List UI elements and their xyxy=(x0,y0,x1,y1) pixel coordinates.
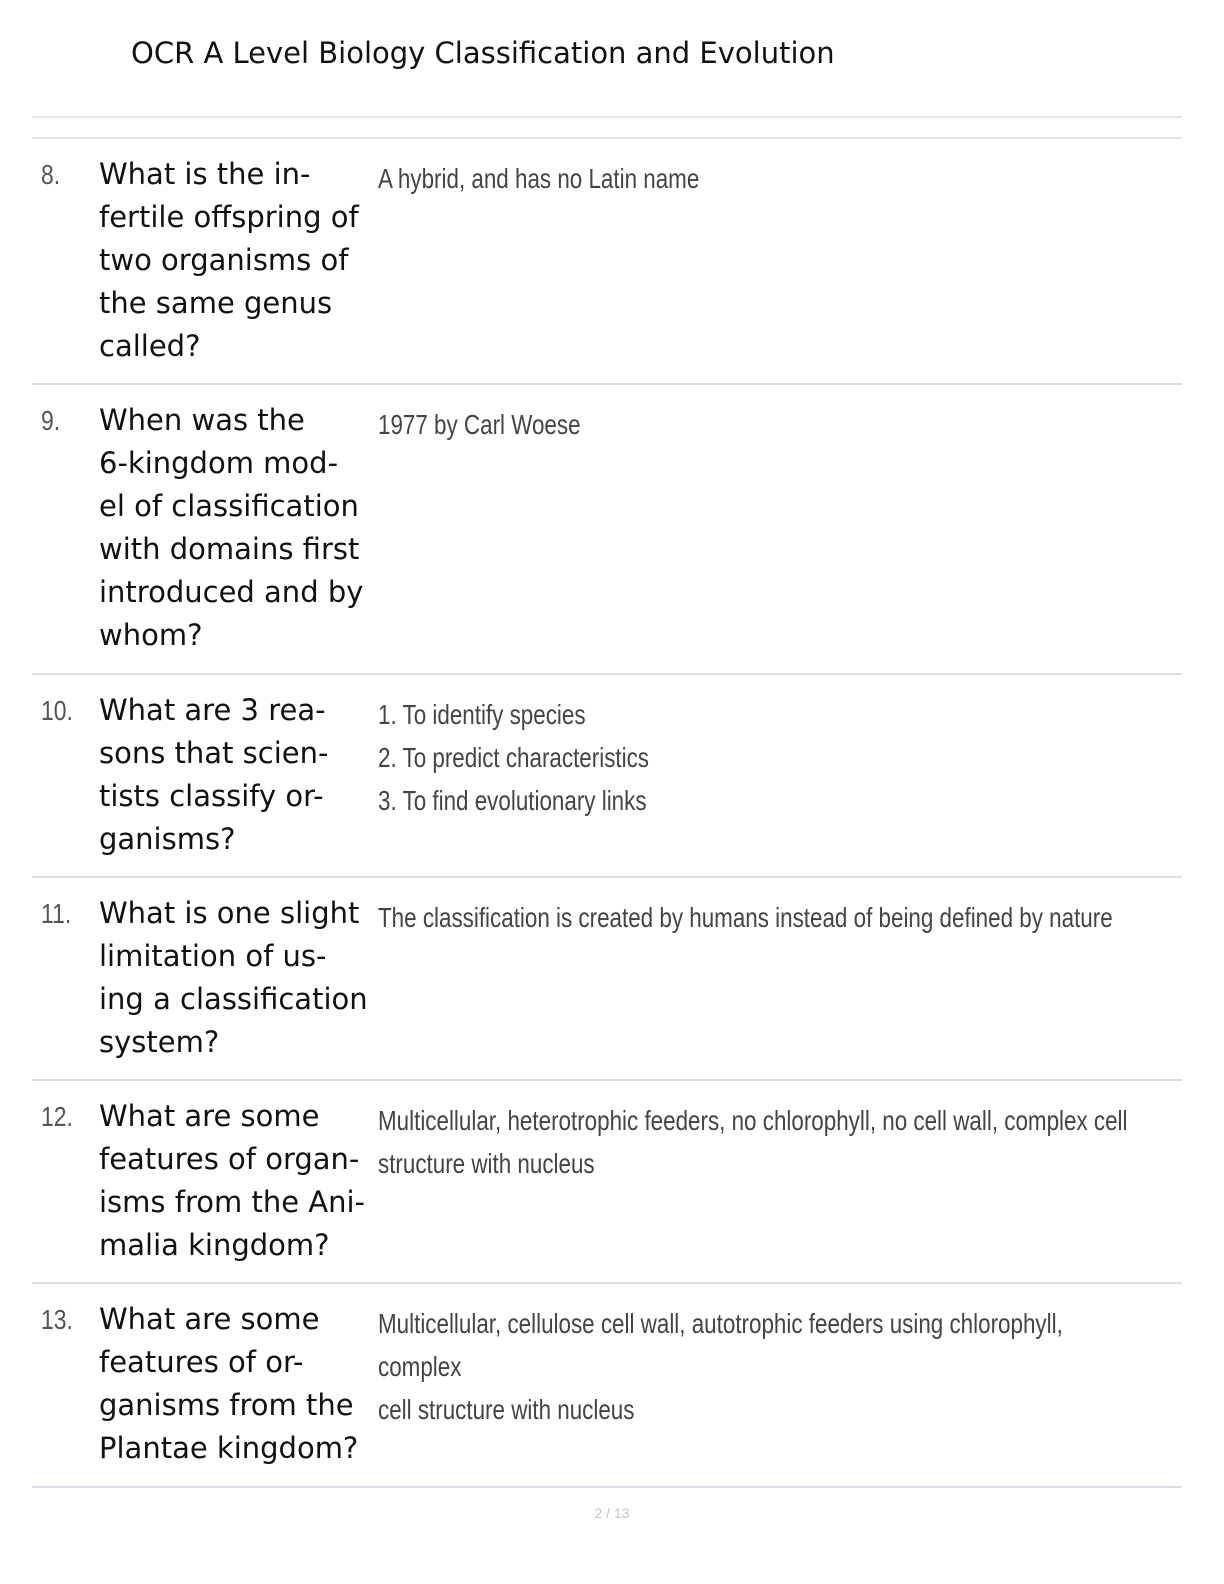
flashcard-13 xyxy=(32,1284,1182,1488)
document-title: OCR A Level Biology Classification and Evolution xyxy=(131,36,835,70)
flashcard-10 xyxy=(32,675,1182,878)
card-answer: Multicellular, cellulose cell wall, autotrophic feeders using chlorophyll, complex cell structure with nucleus xyxy=(378,1308,1063,1425)
card-number: 9. xyxy=(41,405,61,436)
card-number: 8. xyxy=(41,159,61,190)
card-question: What are some features of organ- isms from the Ani- malia kingdom? xyxy=(99,1099,365,1262)
card-number: 10. xyxy=(41,695,73,726)
card-answer: Multicellular, heterotrophic feeders, no chlorophyll, no cell wall, complex cell structure with nucleus xyxy=(378,1105,1128,1179)
card-question: What is one slight limitation of us- ing a classification system? xyxy=(99,896,368,1059)
card-question: What are 3 rea- sons that scien- tists classify or- ganisms? xyxy=(99,693,329,856)
page-number: 2 / 13 xyxy=(594,1505,630,1521)
card-question: What is the in- fertile offspring of two organisms of the same genus called? xyxy=(99,157,359,363)
card-question: When was the 6-kingdom mod- el of classification with domains first introduced and by whom? xyxy=(99,403,364,652)
card-number: 11. xyxy=(41,898,72,929)
card-answer: The classification is created by humans instead of being defined by nature xyxy=(378,902,1113,933)
flashcard-11 xyxy=(32,878,1182,1081)
card-number: 13. xyxy=(41,1304,73,1335)
flashcard-9 xyxy=(32,385,1182,675)
header-divider xyxy=(32,116,1182,118)
card-answer: A hybrid, and has no Latin name xyxy=(378,163,700,194)
flashcard-12 xyxy=(32,1081,1182,1284)
card-answer: 1977 by Carl Woese xyxy=(378,409,581,440)
card-number: 12. xyxy=(41,1101,73,1132)
card-question: What are some features of or- ganisms from the Plantae kingdom? xyxy=(99,1302,359,1465)
card-answer: 1. To identify species 2. To predict characteristics 3. To find evolutionary links xyxy=(378,699,649,816)
flashcard-8 xyxy=(32,139,1182,385)
